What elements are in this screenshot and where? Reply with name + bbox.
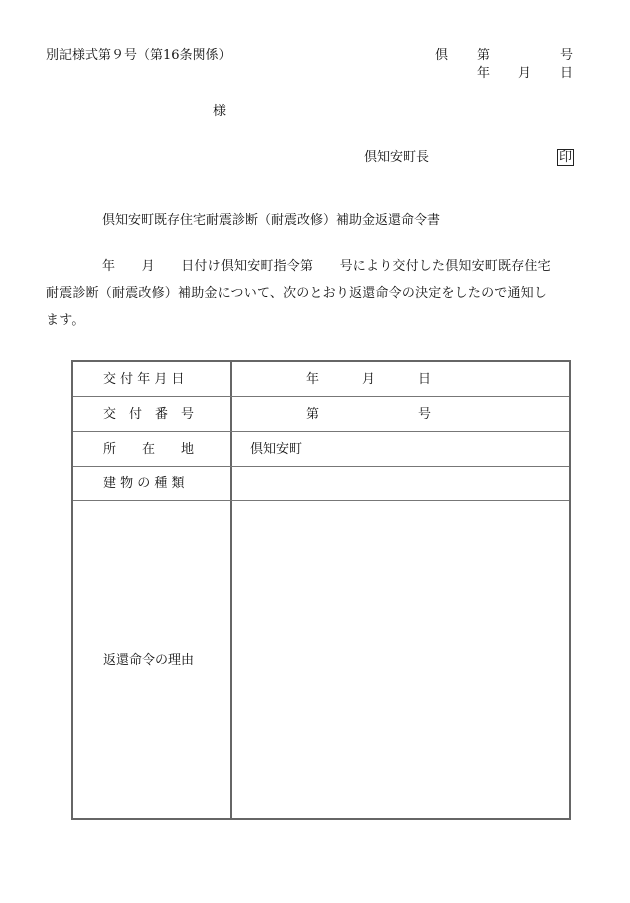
date-month: 月 xyxy=(518,66,532,81)
doc-number-go: 号 xyxy=(560,48,574,63)
body-line-2: 耐震診断（耐震改修）補助金について、次のとおり返還命令の決定をしたので通知し xyxy=(46,286,548,301)
grant-date-day: 日 xyxy=(418,372,432,387)
label-location: 所 在 地 xyxy=(103,442,195,457)
form-number: 別記様式第９号（第16条関係） xyxy=(46,48,232,63)
date-day: 日 xyxy=(560,66,574,81)
row-divider xyxy=(73,396,569,397)
date-year: 年 xyxy=(477,66,491,81)
label-grant-number: 交 付 番 号 xyxy=(103,407,195,422)
notice-body xyxy=(46,253,578,334)
grant-date-month: 月 xyxy=(362,372,376,387)
seal-mark: 印 xyxy=(559,150,573,165)
label-grant-date: 交 付 年 月 日 xyxy=(103,372,185,387)
row-divider xyxy=(73,500,569,501)
grant-number-go: 号 xyxy=(418,407,432,422)
document-title: 倶知安町既存住宅耐震診断（耐震改修）補助金返還命令書 xyxy=(102,213,441,228)
row-divider xyxy=(73,431,569,432)
issuer-name: 倶知安町長 xyxy=(364,150,430,165)
label-return-reason: 返還命令の理由 xyxy=(103,653,195,668)
addressee-honorific: 様 xyxy=(213,104,227,119)
body-line-3: ます。 xyxy=(46,313,85,328)
location-value: 倶知安町 xyxy=(250,442,303,457)
body-line-1: 年 月 日付け倶知安町指令第 号により交付した倶知安町既存住宅 xyxy=(102,259,551,274)
doc-number-prefix: 倶 xyxy=(435,48,449,63)
return-order-table xyxy=(71,360,571,820)
grant-number-dai: 第 xyxy=(306,407,320,422)
doc-number-dai: 第 xyxy=(477,48,491,63)
label-building-type: 建 物 の 種 類 xyxy=(103,476,185,491)
grant-date-year: 年 xyxy=(306,372,320,387)
row-divider xyxy=(73,466,569,467)
